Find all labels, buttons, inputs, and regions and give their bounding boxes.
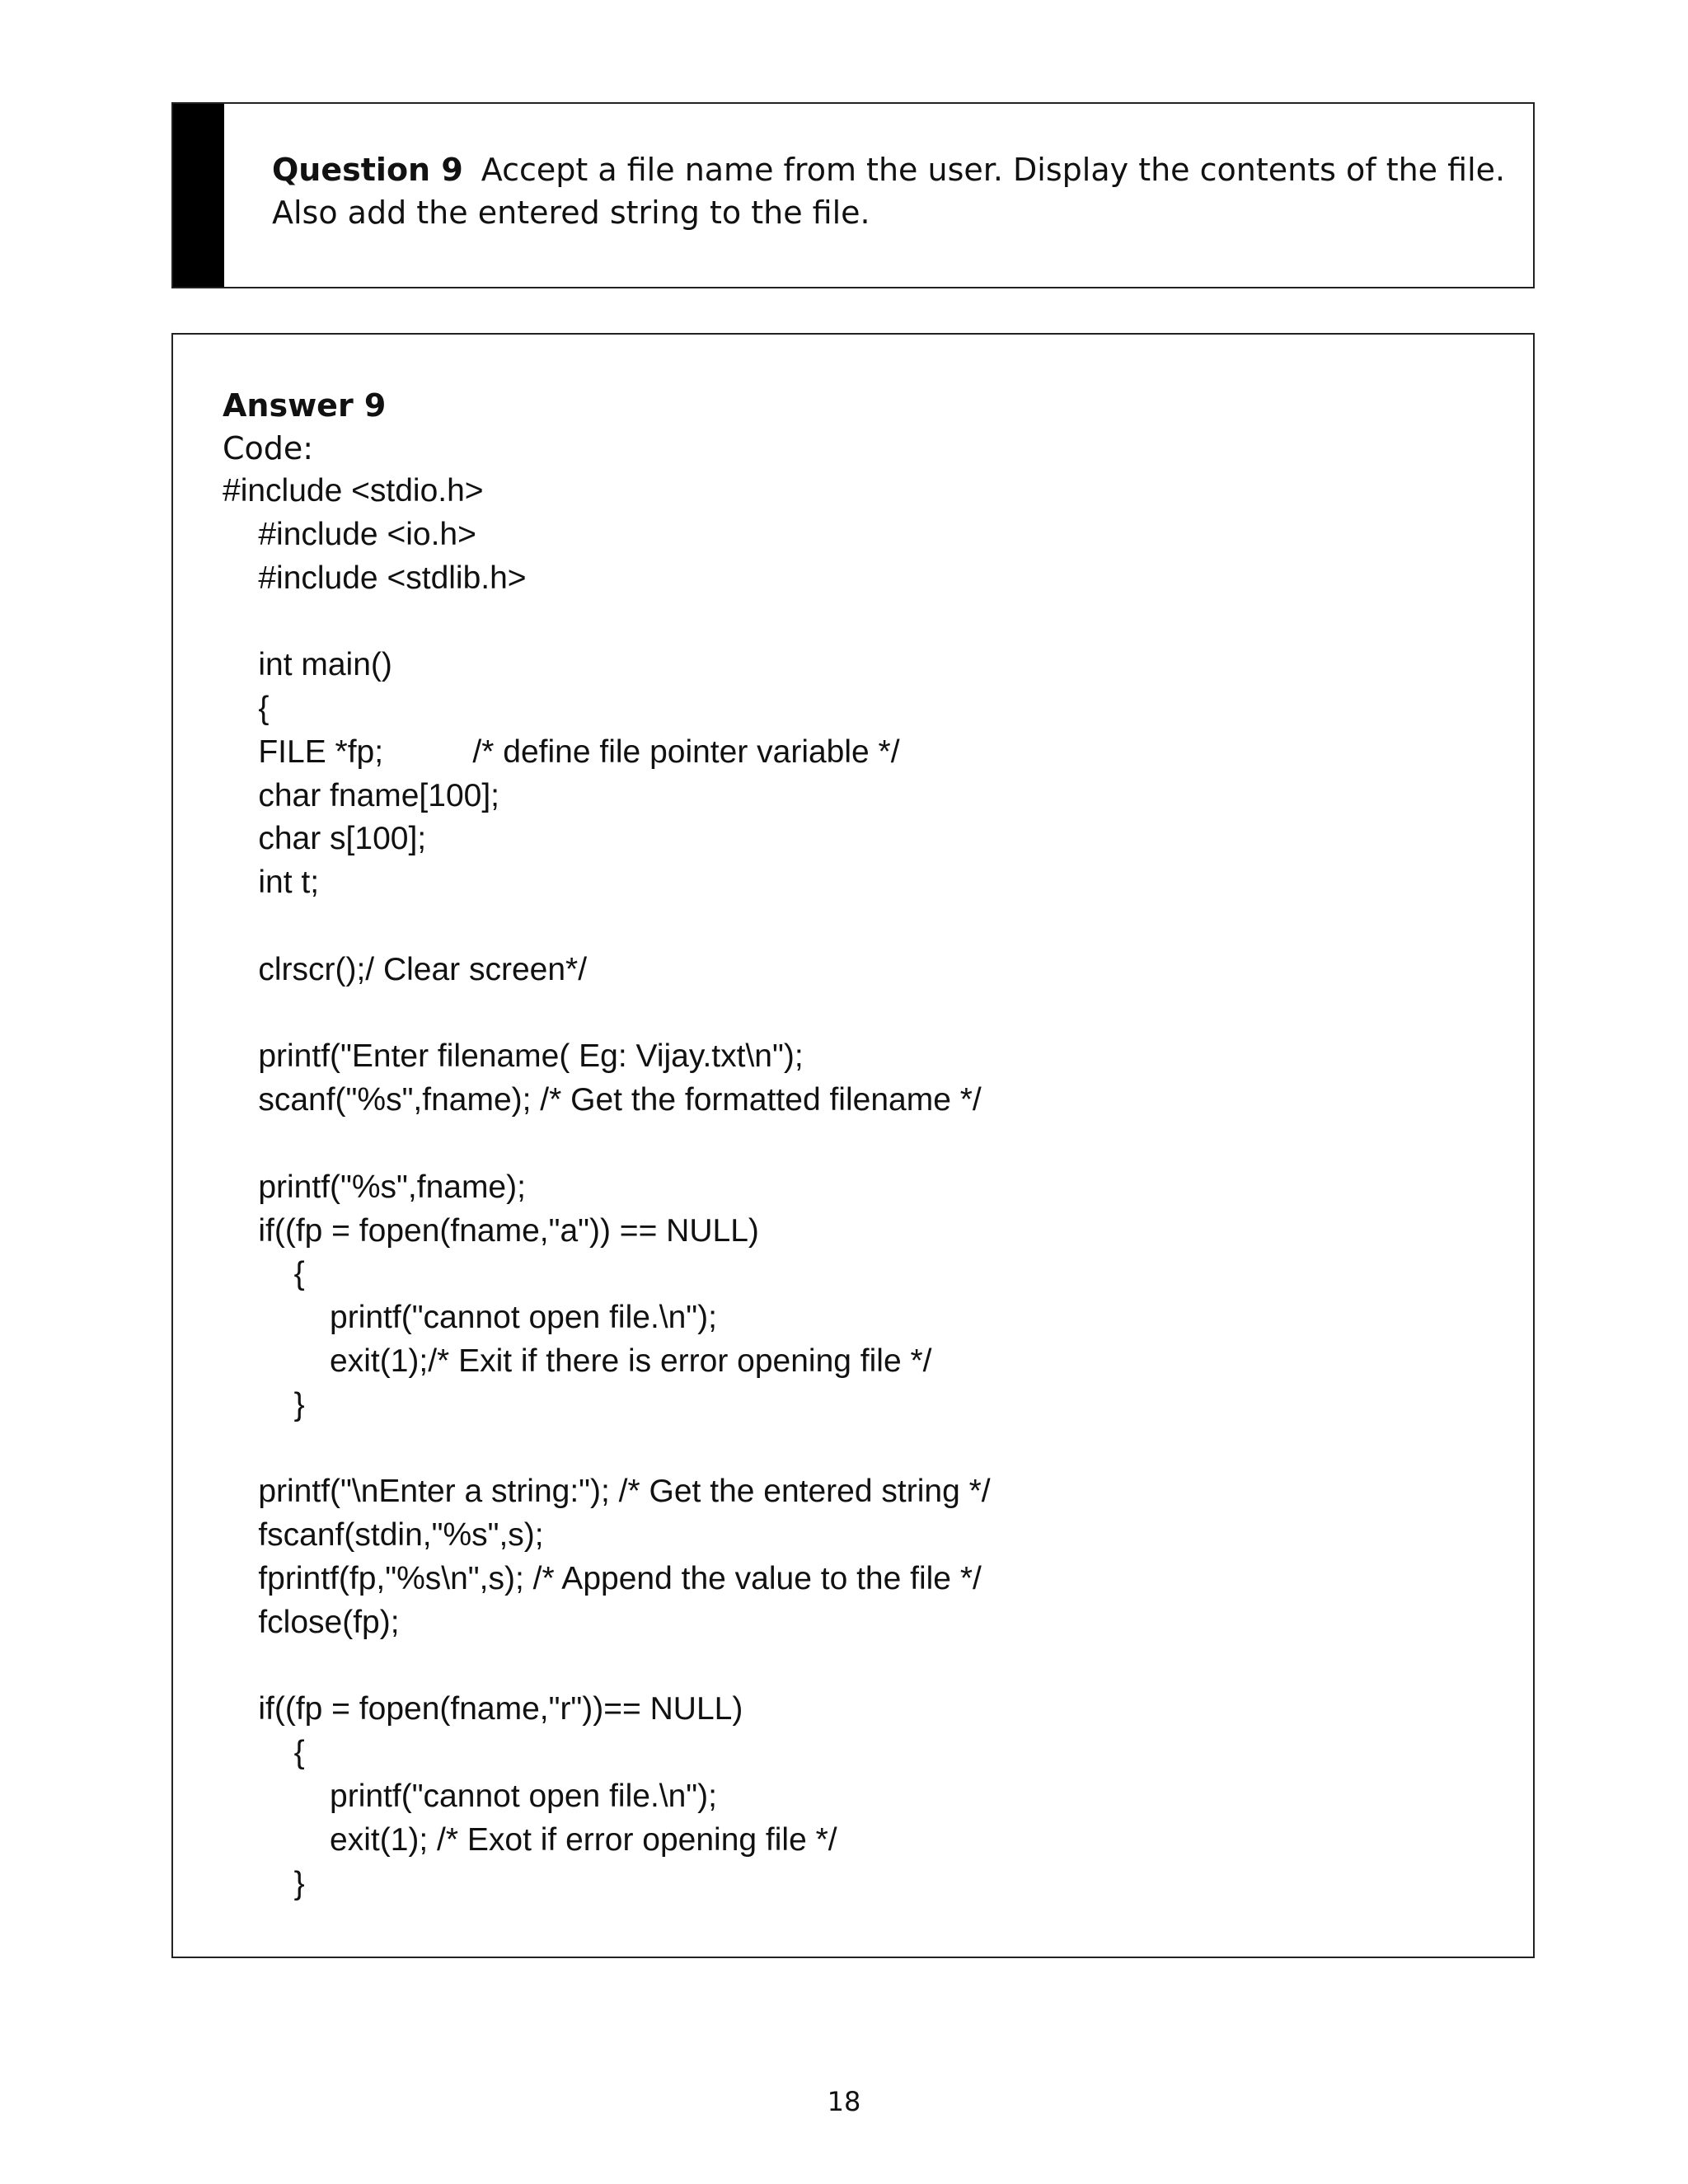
question-accent-bar — [173, 104, 224, 287]
code-line: #include <stdlib.h> — [223, 560, 527, 596]
code-line: { — [223, 690, 270, 726]
code-line — [223, 1645, 1492, 1689]
code-line: scanf("%s",fname); /* Get the formatted filename */ — [223, 1082, 982, 1118]
code-line: fprintf(fp,"%s\n",s); /* Append the value to the file */ — [223, 1560, 982, 1596]
code-line: FILE *fp; /* define file pointer variable */ — [223, 733, 900, 770]
code-line: printf("cannot open file.\n"); — [223, 1778, 717, 1814]
code-line: int main() — [223, 647, 392, 683]
code-line: printf("%s",fname); — [223, 1169, 526, 1205]
code-line: fclose(fp); — [223, 1604, 400, 1640]
answer-heading: Answer 9 — [223, 387, 387, 424]
code-line — [223, 600, 1492, 644]
question-text-block — [272, 148, 1508, 234]
answer-subheading: Code: — [223, 430, 314, 466]
code-line: char fname[100]; — [223, 777, 500, 813]
question-label: Question 9 — [272, 152, 463, 188]
code-line: } — [223, 1386, 305, 1422]
code-line — [223, 992, 1492, 1036]
code-line: exit(1); /* Exot if error opening file */ — [223, 1821, 837, 1858]
code-line: printf("\nEnter a string:"); /* Get the entered string */ — [223, 1474, 991, 1510]
answer-box — [171, 333, 1535, 1958]
code-line — [223, 1427, 1492, 1471]
code-line — [223, 1122, 1492, 1166]
code-line: { — [223, 1735, 305, 1771]
code-line: fscanf(stdin,"%s",s); — [223, 1517, 544, 1554]
code-line: if((fp = fopen(fname,"a")) == NULL) — [223, 1212, 759, 1249]
code-block — [223, 470, 1492, 1905]
code-line: if((fp = fopen(fname,"r"))== NULL) — [223, 1691, 743, 1727]
code-line: #include <io.h> — [223, 516, 476, 552]
code-line: } — [223, 1865, 305, 1901]
code-line: printf("Enter filename( Eg: Vijay.txt\n"); — [223, 1038, 804, 1075]
code-line — [223, 905, 1492, 949]
code-line: char s[100]; — [223, 821, 427, 857]
code-line: clrscr();/ Clear screen*/ — [223, 951, 588, 987]
code-line: exit(1);/* Exit if there is error opening file */ — [223, 1343, 932, 1379]
code-line: int t; — [223, 865, 320, 901]
code-line: #include <stdio.h> — [223, 473, 484, 509]
code-line: { — [223, 1256, 305, 1292]
page-number: 18 — [827, 2086, 861, 2117]
question-text: Accept a file name from the user. Display the contents of the file. Also add the entered string to the file. — [272, 152, 1506, 231]
code-line: printf("cannot open file.\n"); — [223, 1300, 717, 1336]
question-box — [171, 102, 1535, 288]
